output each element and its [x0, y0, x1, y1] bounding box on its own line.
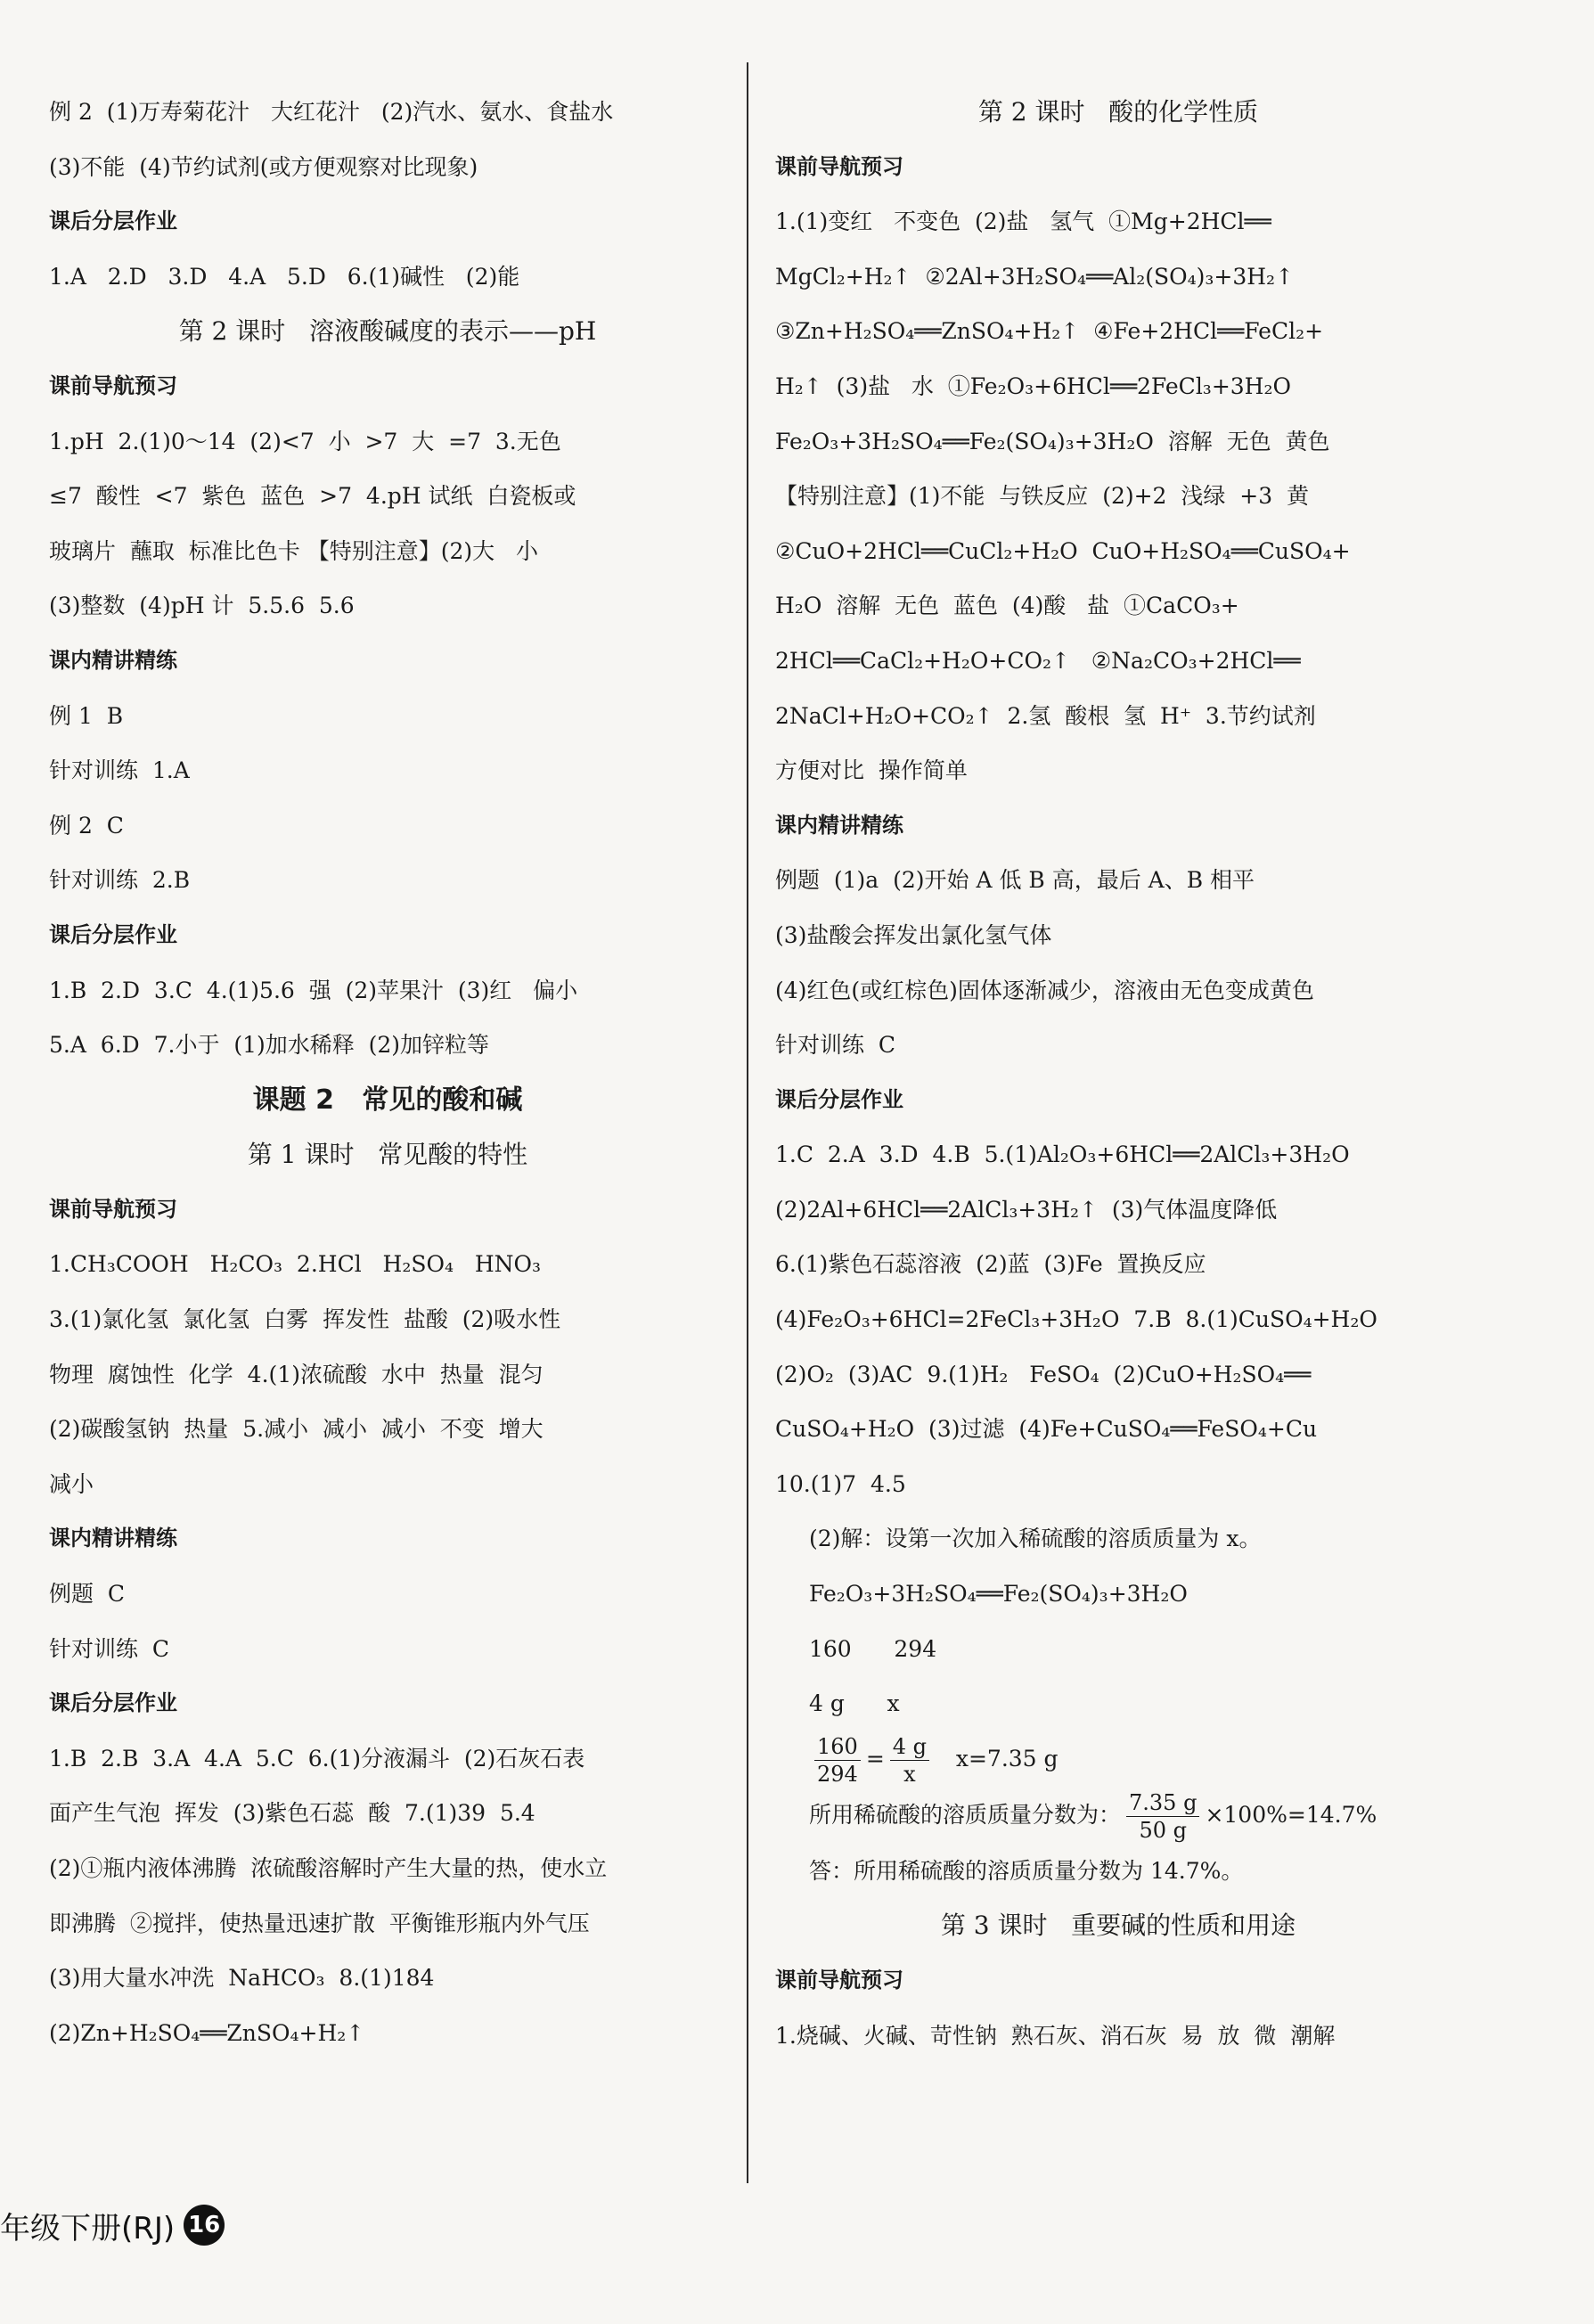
right-column: [775, 85, 1461, 2063]
answer-line: 物理 腐蚀性 化学 4.(1)浓硫酸 水中 热量 混匀: [49, 1361, 544, 1387]
answer-line: (3)不能 (4)节约试剂(或方便观察对比现象): [49, 153, 478, 180]
section-heading: 课后分层作业: [49, 209, 177, 234]
answer-line: ③Zn+H₂SO₄══ZnSO₄+H₂↑ ④Fe+2HCl══FeCl₂+: [775, 318, 1324, 345]
lesson-title: 第 2 课时 酸的化学性质: [977, 97, 1259, 127]
fraction: [1126, 1789, 1199, 1844]
answer-line: 6.(1)紫色石蕊溶液 (2)蓝 (3)Fe 置换反应: [775, 1251, 1206, 1278]
answer-line: (2)碳酸氢钠 热量 5.减小 减小 减小 不变 增大: [49, 1416, 544, 1443]
lesson-title: 第 3 课时 重要碱的性质和用途: [940, 1911, 1296, 1941]
section-heading: 课后分层作业: [775, 1086, 903, 1112]
answer-line: (4)Fe₂O₃+6HCl=2FeCl₃+3H₂O 7.B 8.(1)CuSO₄+H₂O: [775, 1306, 1377, 1333]
answer-line: 1.B 2.B 3.A 4.A 5.C 6.(1)分液漏斗 (2)石灰石表: [49, 1745, 585, 1772]
answer-line: 1.C 2.A 3.D 4.B 5.(1)Al₂O₃+6HCl══2AlCl₃+3H₂O: [775, 1142, 1350, 1168]
solution-line: Fe₂O₃+3H₂SO₄══Fe₂(SO₄)₃+3H₂O: [809, 1581, 1188, 1608]
answer-line: (2)O₂ (3)AC 9.(1)H₂ FeSO₄ (2)CuO+H₂SO₄══: [775, 1361, 1312, 1387]
fraction-denominator: x: [903, 1761, 916, 1787]
answer-line: (2)①瓶内液体沸腾 浓硫酸溶解时产生大量的热，使水立: [49, 1855, 608, 1881]
answer-line: (3)整数 (4)pH 计 5.5.6 5.6: [49, 593, 355, 619]
answer-line: MgCl₂+H₂↑ ②2Al+3H₂SO₄══Al₂(SO₄)₃+3H₂↑: [775, 263, 1295, 290]
fraction-numerator: 4 g: [890, 1733, 929, 1761]
fraction-numerator: 160: [814, 1733, 861, 1761]
section-heading: 课前导航预习: [775, 1968, 903, 1993]
answer-line: (3)盐酸会挥发出氯化氢气体: [775, 921, 1052, 948]
fraction-numerator: 7.35 g: [1126, 1789, 1199, 1817]
answer-line: 【特别注意】(1)不能 与铁反应 (2)+2 浅绿 +3 黄: [775, 483, 1310, 510]
answer-line: 1.pH 2.(1)0～14 (2)<7 小 >7 大 =7 3.无色: [49, 428, 561, 454]
answer-line: 针对训练 1.A: [49, 757, 190, 784]
answer-line: 针对训练 C: [49, 1635, 170, 1662]
section-heading: 课内精讲精练: [775, 812, 903, 838]
answer-line: 玻璃片 蘸取 标准比色卡 【特别注意】(2)大 小: [49, 537, 538, 564]
solution-line: 160 294: [809, 1635, 937, 1662]
fraction: [890, 1733, 929, 1788]
answer-line: (2)Zn+H₂SO₄══ZnSO₄+H₂↑: [49, 2019, 365, 2046]
section-heading: 课后分层作业: [49, 921, 177, 947]
answer-line: H₂↑ (3)盐 水 ①Fe₂O₃+6HCl══2FeCl₃+3H₂O: [775, 372, 1292, 399]
lesson-title: 第 2 课时 溶液酸碱度的表示——pH: [178, 316, 597, 347]
answer-line: 2HCl══CaCl₂+H₂O+CO₂↑ ②Na₂CO₃+2HCl══: [775, 647, 1301, 674]
answer-line: 减小: [49, 1470, 94, 1497]
fraction-denominator: 294: [817, 1761, 858, 1787]
topic-title: 课题 2 常见的酸和碱: [252, 1084, 523, 1116]
answer-line: 即沸腾 ②搅拌，使热量迅速扩散 平衡锥形瓶内外气压: [49, 1910, 590, 1936]
answer-line: 1.B 2.D 3.C 4.(1)5.6 强 (2)苹果汁 (3)红 偏小: [49, 977, 578, 1003]
answer-line: (3)用大量水冲洗 NaHCO₃ 8.(1)184: [49, 1965, 435, 1992]
section-heading: 课前导航预习: [49, 372, 177, 398]
section-heading: 课内精讲精练: [49, 647, 177, 673]
answer-line: 面产生气泡 挥发 (3)紫色石蕊 酸 7.(1)39 5.4: [49, 1800, 535, 1827]
lesson-title: 第 1 课时 常见酸的特性: [247, 1140, 528, 1170]
equation-result: ×100%=14.7%: [1205, 1801, 1377, 1828]
mass-fraction-equation: [775, 1788, 1461, 1844]
fraction-denominator: 50 g: [1139, 1817, 1187, 1843]
answer-line: ≤7 酸性 <7 紫色 蓝色 >7 4.pH 试纸 白瓷板或: [49, 483, 576, 510]
answer-line: (4)红色(或红棕色)固体逐渐减少，溶液由无色变成黄色: [775, 977, 1314, 1003]
section-heading: 课内精讲精练: [49, 1526, 177, 1551]
proportion-equation: $\frac{160}{294}$ = $\frac{4 g}{x}$ x=7.35 g: [775, 1731, 1461, 1788]
answer-line: 例题 C: [49, 1581, 126, 1608]
answer-line: 2NaCl+H₂O+CO₂↑ 2.氢 酸根 氢 H⁺ 3.节约试剂: [775, 702, 1316, 729]
answer-line: 针对训练 2.B: [49, 867, 191, 894]
answer-line: (2)2Al+6HCl══2AlCl₃+3H₂↑ (3)气体温度降低: [775, 1196, 1278, 1223]
answer-line: 10.(1)7 4.5: [775, 1470, 906, 1497]
section-heading: 课前导航预习: [775, 153, 903, 179]
answer-line: 例题 (1)a (2)开始 A 低 B 高，最后 A、B 相平: [775, 867, 1255, 894]
answer-line: 例 2 (1)万寿菊花汁 大红花汁 (2)汽水、氨水、食盐水: [49, 99, 614, 125]
answer-line: H₂O 溶解 无色 蓝色 (4)酸 盐 ①CaCO₃+: [775, 593, 1239, 619]
solution-line: 4 g x: [809, 1690, 900, 1717]
column-divider: [747, 62, 748, 2183]
answer-line: Fe₂O₃+3H₂SO₄══Fe₂(SO₄)₃+3H₂O 溶解 无色 黄色: [775, 428, 1330, 454]
answer-line: 1.A 2.D 3.D 4.A 5.D 6.(1)碱性 (2)能: [49, 263, 520, 290]
answer-line: 5.A 6.D 7.小于 (1)加水稀释 (2)加锌粒等: [49, 1032, 490, 1059]
solution-line: (2)解：设第一次加入稀硫酸的溶质质量为 x。: [809, 1526, 1262, 1552]
solution-line: 答：所用稀硫酸的溶质质量分数为 14.7%。: [809, 1857, 1244, 1884]
page-number-badge: 16: [184, 2205, 225, 2246]
answer-line: 1.烧碱、火碱、苛性钠 熟石灰、消石灰 易 放 微 潮解: [775, 2022, 1336, 2049]
answer-line: 1.(1)变红 不变色 (2)盐 氢气 ①Mg+2HCl══: [775, 209, 1271, 235]
grade-label: 年级下册(RJ): [0, 2210, 176, 2246]
equation-result: x=7.35 g: [955, 1745, 1059, 1772]
left-column: [49, 85, 726, 2060]
section-heading: 课前导航预习: [49, 1196, 177, 1222]
answer-line: 针对训练 C: [775, 1032, 896, 1059]
answer-line: 3.(1)氯化氢 氯化氢 白雾 挥发性 盐酸 (2)吸水性: [49, 1306, 561, 1333]
section-heading: 课后分层作业: [49, 1690, 177, 1716]
answer-line: 例 1 B: [49, 702, 124, 729]
answer-line: 例 2 C: [49, 812, 124, 839]
answer-line: ②CuO+2HCl══CuCl₂+H₂O CuO+H₂SO₄══CuSO₄+: [775, 537, 1351, 564]
equation-lead: 所用稀硫酸的溶质质量分数为：: [809, 1801, 1122, 1828]
answer-line: 方便对比 操作简单: [775, 757, 968, 784]
page-footer: [0, 2203, 225, 2247]
answer-line: CuSO₄+H₂O (3)过滤 (4)Fe+CuSO₄══FeSO₄+Cu: [775, 1416, 1318, 1443]
answer-line: 1.CH₃COOH H₂CO₃ 2.HCl H₂SO₄ HNO₃: [49, 1251, 542, 1278]
fraction: [814, 1733, 861, 1788]
